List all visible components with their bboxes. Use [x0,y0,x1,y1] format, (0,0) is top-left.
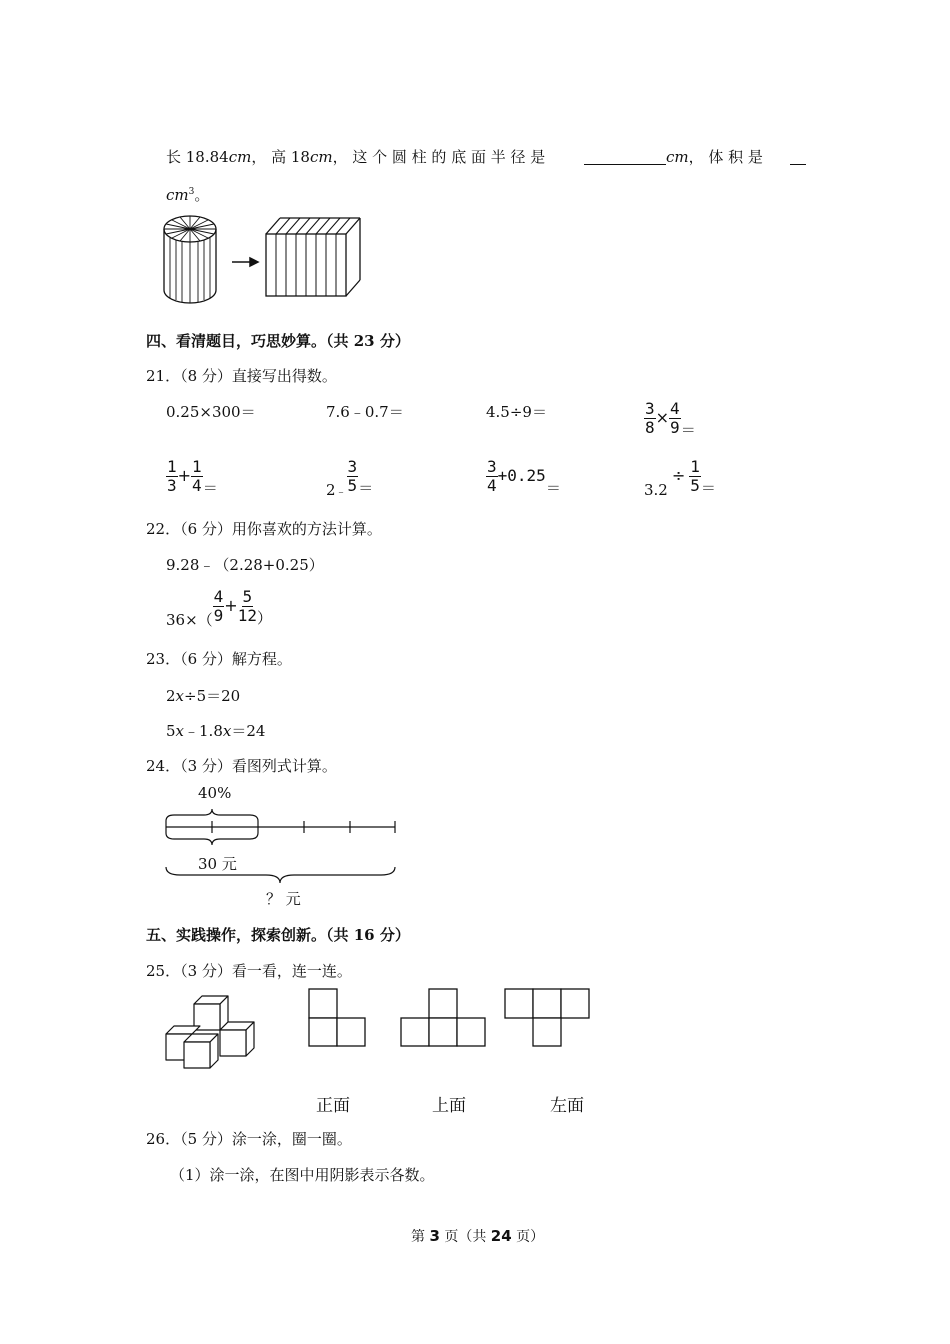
fraction: $\frac{3}{5}$ [347,457,358,495]
cylinder [164,216,216,303]
q21-expr-5: $\frac{1}{3}$ + $\frac{1}{4}$ ＝ [167,457,218,497]
page-total: 24 [490,1227,512,1245]
view-label-front: 正面 [316,1096,350,1116]
q20-line1-tail: cm， 体 积 是 [666,148,763,166]
view-label-top: 上面 [432,1096,466,1116]
q21-expr-8: 3.2÷ $\frac{1}{5}$ ＝ [644,457,716,499]
q20-line2: $cm^3$。 [166,186,210,204]
view-label-left: 左面 [550,1096,584,1116]
q22-expr-2: 36×（ $\frac{4}{9}$ + $\frac{5}{12}$ ） [166,587,272,629]
section-4-title: 四、看清题目，巧思妙算。（共 23 分） [146,332,410,350]
q22-header: 22．（6 分）用你喜欢的方法计算。 [146,520,382,538]
fraction: $\frac{1}{4}$ [192,457,202,495]
fraction: $\frac{3}{8}$ [645,399,655,437]
q21-expr-4: $\frac{3}{8}$ × $\frac{4}{9}$ ＝ [645,399,696,439]
page-number: 3 [429,1227,440,1245]
label-unknown-yuan: ？ 元 [266,890,301,908]
q20-line1: 长 18.84cm， 高 18cm， 这 个 圆 柱 的 底 面 半 径 是 [166,148,546,166]
arrow [232,258,258,266]
q23-equation-1: 2x÷5＝20 [166,687,241,705]
segment-diagram [160,805,405,885]
view-option-2[interactable] [400,988,488,1048]
view-option-3[interactable] [504,988,592,1048]
page-footer: 第 3 页（共 24 页） [411,1227,545,1245]
view-option-1[interactable] [308,988,368,1048]
middle-brace [166,833,258,845]
q24-header: 24．（3 分）看图列式计算。 [146,757,337,775]
fraction: $\frac{4}{9}$ [670,399,680,437]
fraction: $\frac{4}{9}$ [213,587,224,625]
fraction: $\frac{1}{5}$ [690,457,700,495]
q26-sub-1: （1）涂一涂，在图中用阴影表示各数。 [170,1166,435,1184]
fraction: $\frac{5}{12}$ [237,587,257,625]
top-brace [166,809,258,821]
q22-expr-1: 9.28﹣（2.28+0.25） [166,556,324,574]
label-40-percent: 40% [198,784,232,802]
cuboid [266,218,360,296]
q23-equation-2: 5x﹣1.8x＝24 [166,722,266,740]
q25-header: 25．（3 分）看一看，连一连。 [146,962,352,980]
q21-expr-2: 7.6﹣0.7＝ [326,403,404,421]
cylinder-to-cuboid-figure [160,212,370,312]
q21-expr-7: $\frac{3}{4}$ +0.25＝ [487,457,561,497]
q21-expr-1: 0.25×300＝ [166,403,256,421]
fraction: $\frac{1}{3}$ [167,457,177,495]
label-30-yuan: 30 元 [198,855,237,873]
q21-expr-3: 4.5÷9＝ [486,403,547,421]
q23-header: 23．（6 分）解方程。 [146,650,292,668]
q26-header: 26．（5 分）涂一涂，圈一圈。 [146,1130,352,1148]
section-5-title: 五、实践操作，探索创新。（共 16 分） [146,926,410,944]
volume-answer-blank[interactable] [790,148,806,165]
cube-stack-figure [160,990,265,1070]
q21-header: 21．（8 分）直接写出得数。 [146,367,337,385]
fraction: $\frac{3}{4}$ [487,457,497,495]
q21-expr-6: $2_﹣$ $\frac{3}{5}$ ＝ [326,457,374,499]
radius-answer-blank[interactable] [584,148,666,165]
